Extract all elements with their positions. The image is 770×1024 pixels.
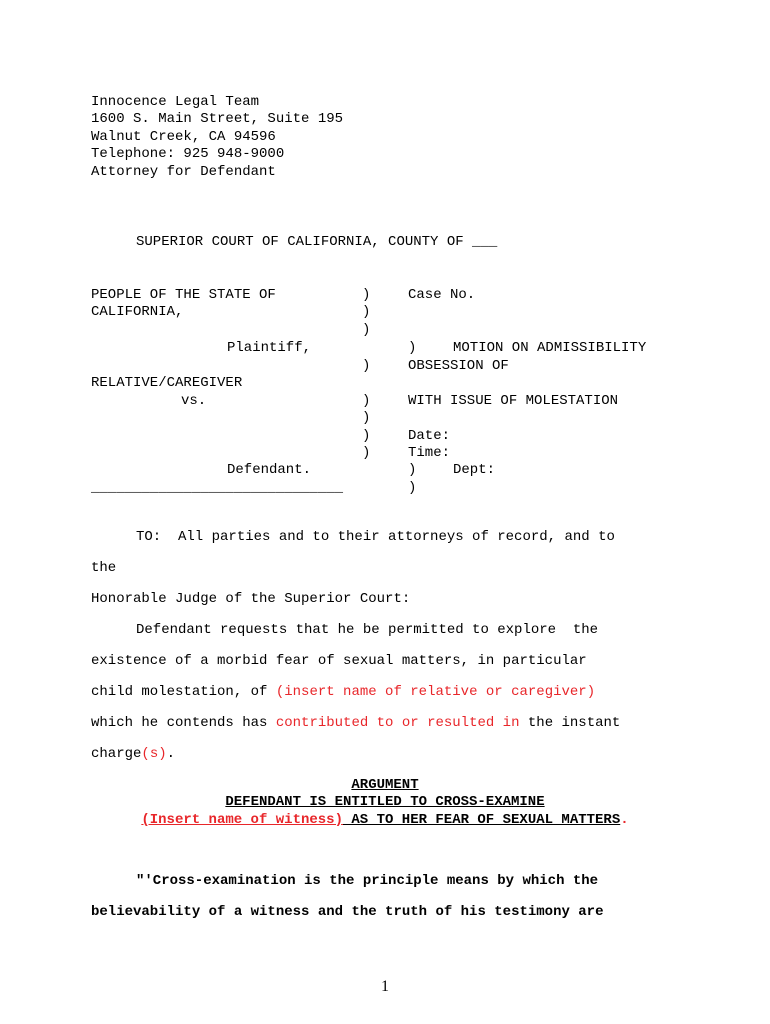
argument-subheading-text: AS TO HER FEAR OF SEXUAL MATTERS [342,812,621,828]
placeholder-witness-name: (Insert name of witness) [141,812,343,828]
hearing-time-label: Time: [408,445,451,461]
caption-vs: vs. [181,393,207,409]
caption-paren: ) [362,445,371,461]
paragraph-text: child molestation, of [91,684,276,700]
caption-paren: ) [362,410,371,426]
paragraph-text: . [166,746,176,762]
caption-defendant: Defendant. [227,462,312,478]
quote-line: "'Cross-examination is the principle means by which the [136,873,599,889]
firm-city: Walnut Creek, CA 94596 [91,129,276,145]
caption-paren: ) [362,322,371,338]
motion-title-line2: OBSESSION OF [408,358,509,374]
caption-plaintiff: Plaintiff, [227,340,312,356]
to-line: TO: All parties and to their attorneys of record, and to [136,529,615,545]
quote-line: believability of a witness and the truth of his testimony are [91,904,604,920]
caption-paren: ) [408,340,417,356]
paragraph-text: the instant [519,715,621,731]
paragraph-line: existence of a morbid fear of sexual matters, in particular [91,653,587,669]
paragraph-line: Defendant requests that he be permitted to explore the [136,622,599,638]
paragraph-line [91,715,620,732]
caption-party-line1: PEOPLE OF THE STATE OF [91,287,276,303]
case-number-label: Case No. [408,287,476,303]
caption-paren: ) [408,462,417,478]
caption-paren: ) [362,358,371,374]
judge-address: Honorable Judge of the Superior Court: [91,591,411,607]
caption-rule: ______________________________ [91,480,344,496]
caption-party-line2: CALIFORNIA, [91,304,184,320]
hearing-date-label: Date: [408,428,451,444]
firm-phone: Telephone: 925 948-9000 [91,146,285,162]
caption-paren: ) [362,304,371,320]
argument-subheading-line2 [0,812,770,829]
placeholder-plural: (s) [141,746,167,762]
court-title: SUPERIOR COURT OF CALIFORNIA, COUNTY OF ___ [136,234,498,250]
caption-paren: ) [362,393,371,409]
motion-title-line3: WITH ISSUE OF MOLESTATION [408,393,619,409]
attorney-role: Attorney for Defendant [91,164,276,180]
argument-subheading-line1 [0,794,770,811]
argument-heading [0,777,770,794]
placeholder-relative-name: (insert name of relative or caregiver) [275,684,596,700]
paragraph-text: charge [91,746,142,762]
paragraph-text: which he contends has [91,715,276,731]
to-line-cont: the [91,560,117,576]
argument-heading-text: ARGUMENT [351,777,419,793]
caption-paren: ) [408,480,417,496]
caption-relative: RELATIVE/CAREGIVER [91,375,243,391]
page-number: 1 [381,978,389,995]
motion-title-line1: MOTION ON ADMISSIBILITY [453,340,647,356]
argument-subheading-text: DEFENDANT IS ENTITLED TO CROSS-EXAMINE [225,794,545,810]
caption-paren: ) [362,428,371,444]
hearing-dept-label: Dept: [453,462,496,478]
caption-paren: ) [362,287,371,303]
paragraph-line [91,684,595,701]
firm-street: 1600 S. Main Street, Suite 195 [91,111,344,127]
paragraph-line [91,746,175,763]
placeholder-contribution: contributed to or resulted in [275,715,520,731]
firm-name: Innocence Legal Team [91,94,260,110]
argument-period: . [620,812,629,828]
